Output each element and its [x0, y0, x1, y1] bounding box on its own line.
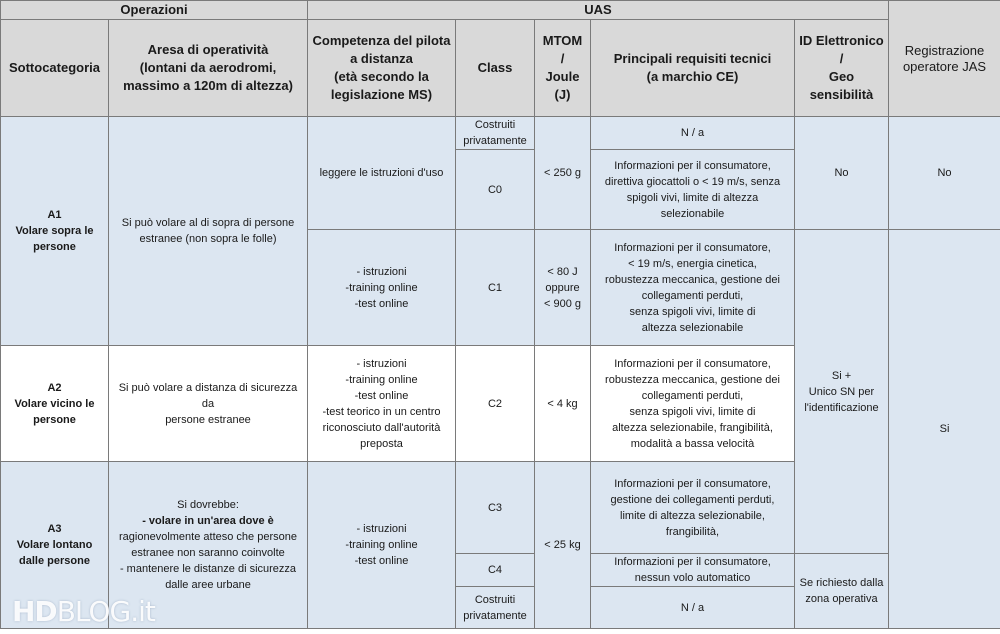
- requisiti-a1-c0: Informazioni per il consumatore, direttiva giocattoli o < 19 m/s, senza spigoli vivi, limite di altezza selezionabile: [591, 150, 795, 230]
- mtom-a2: < 4 kg: [535, 346, 591, 462]
- class-a2: C2: [456, 346, 535, 462]
- header-class: Class: [456, 20, 535, 117]
- area-a3-bullet: - volare in un'area dove è: [142, 515, 274, 527]
- hdblog-watermark-logo: [12, 595, 155, 628]
- header-row-columns: [1, 20, 1000, 117]
- area-a1: Si può volare al di sopra di persone estranee (non sopra le folle): [109, 117, 308, 346]
- class-a3-c3: C3: [456, 462, 535, 554]
- header-operazioni: Operazioni: [1, 1, 308, 20]
- mtom-a1-c0: < 250 g: [535, 117, 591, 230]
- id-a3: Se richiesto dalla zona operativa: [795, 554, 889, 629]
- class-a3-c4: C4: [456, 554, 535, 587]
- id-a2: Si + Unico SN per l'identificazione: [795, 230, 889, 554]
- mtom-a1-c1: < 80 J oppure < 900 g: [535, 230, 591, 346]
- header-registrazione: Registrazione operatore JAS: [889, 1, 1000, 117]
- competenza-a3: - istruzioni -training online -test online: [308, 462, 456, 629]
- requisiti-a1-c1: Informazioni per il consumatore, < 19 m/s, energia cinetica, robustezza meccanica, gestione dei collegamenti perduti, senza spigoli vivi, limite di altezza selezionabile: [591, 230, 795, 346]
- category-a1: A1 Volare sopra le persone: [1, 117, 109, 346]
- header-requisiti: Principali requisiti tecnici (a marchio CE): [591, 20, 795, 117]
- class-a1-c0: C0: [456, 150, 535, 230]
- class-a1-c1: C1: [456, 230, 535, 346]
- header-aresa: Aresa di operatività (lontani da aerodromi, massimo a 120m di altezza): [109, 20, 308, 117]
- header-row-groups: [1, 1, 1000, 20]
- area-a3-intro: Si dovrebbe:: [177, 499, 239, 511]
- id-a1: No: [795, 117, 889, 230]
- requisiti-a3-c3: Informazioni per il consumatore, gestione dei collegamenti perduti, limite di altezza selezionabile, frangibilità,: [591, 462, 795, 554]
- header-id-elettronico: ID Elettronico / Geo sensibilità: [795, 20, 889, 117]
- requisiti-a2: Informazioni per il consumatore, robustezza meccanica, gestione dei collegamenti perduti, senza spigoli vivi, limite di altezza selezionabile, frangibilità, modalità a bassa velocità: [591, 346, 795, 462]
- competenza-a1-c0: leggere le istruzioni d'uso: [308, 117, 456, 230]
- watermark-light: BLOG.it: [56, 595, 155, 628]
- area-a2: Si può volare a distanza di sicurezza da persone estranee: [109, 346, 308, 462]
- watermark-bold: HD: [12, 595, 57, 628]
- header-sottocategoria: Sottocategoria: [1, 20, 109, 117]
- requisiti-a3-c4: Informazioni per il consumatore, nessun volo automatico: [591, 554, 795, 587]
- table-row: [1, 117, 1000, 150]
- competenza-a2: - istruzioni -training online -test online -test teorico in un centro riconosciuto dall'autorità preposta: [308, 346, 456, 462]
- category-a3: A3 Volare lontano dalle persone: [1, 462, 109, 629]
- requisiti-a1-private: N / a: [591, 117, 795, 150]
- requisiti-a3-private: N / a: [591, 587, 795, 629]
- header-mtom: MTOM / Joule (J): [535, 20, 591, 117]
- header-uas: UAS: [308, 1, 889, 20]
- class-a1-private: Costruiti privatamente: [456, 117, 535, 150]
- category-a2: A2 Volare vicino le persone: [1, 346, 109, 462]
- area-a3-rest: ragionevolmente atteso che persone estranee non saranno coinvolte - mantenere le distanze di sicurezza dalle aree urbane: [119, 531, 297, 591]
- registrazione-a1: No: [889, 117, 1000, 230]
- competenza-a1-c1: - istruzioni -training online -test online: [308, 230, 456, 346]
- class-a3-private: Costruiti privatamente: [456, 587, 535, 629]
- header-competenza: Competenza del pilota a distanza (età secondo la legislazione MS): [308, 20, 456, 117]
- registrazione-a2-a3: Si: [889, 230, 1000, 629]
- mtom-a3: < 25 kg: [535, 462, 591, 629]
